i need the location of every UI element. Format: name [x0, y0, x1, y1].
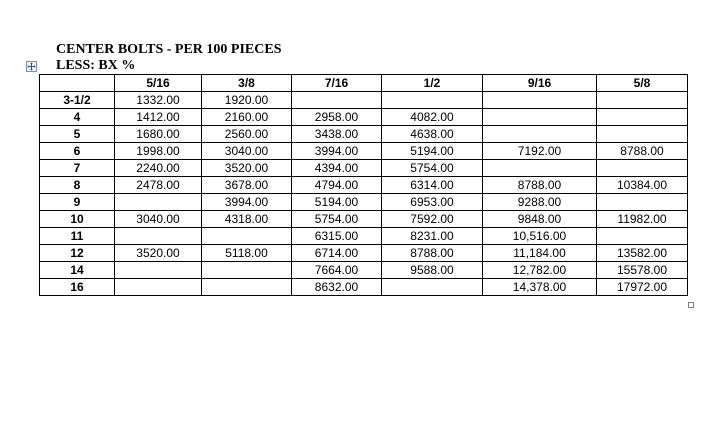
- table-row: [40, 194, 688, 211]
- table-row: [40, 177, 688, 194]
- table-cell[interactable]: 8788.00: [382, 245, 483, 262]
- table-row: [40, 245, 688, 262]
- table-row: [40, 160, 688, 177]
- header-row: [40, 75, 688, 92]
- table-cell[interactable]: 7664.00: [292, 262, 382, 279]
- column-header[interactable]: 3/8: [202, 75, 292, 92]
- column-header[interactable]: 1/2: [382, 75, 483, 92]
- table-cell[interactable]: [382, 92, 483, 109]
- table-cell[interactable]: 3520.00: [115, 245, 202, 262]
- table-cell[interactable]: [597, 194, 688, 211]
- table-cell[interactable]: 7592.00: [382, 211, 483, 228]
- table-cell[interactable]: 2160.00: [202, 109, 292, 126]
- table-cell[interactable]: 15578.00: [597, 262, 688, 279]
- table-row: [40, 279, 688, 296]
- table-cell[interactable]: [115, 279, 202, 296]
- row-label[interactable]: 12: [40, 245, 115, 262]
- row-label[interactable]: 16: [40, 279, 115, 296]
- table-cell[interactable]: 5754.00: [292, 211, 382, 228]
- table-cell[interactable]: 8632.00: [292, 279, 382, 296]
- table-cell[interactable]: 6315.00: [292, 228, 382, 245]
- table-cell[interactable]: 5118.00: [202, 245, 292, 262]
- table-cell[interactable]: [597, 228, 688, 245]
- table-cell[interactable]: 5754.00: [382, 160, 483, 177]
- table-cell[interactable]: 8788.00: [483, 177, 597, 194]
- table-cell[interactable]: 7192.00: [483, 143, 597, 160]
- row-label[interactable]: 3-1/2: [40, 92, 115, 109]
- table-row: [40, 143, 688, 160]
- row-label[interactable]: 8: [40, 177, 115, 194]
- table-cell[interactable]: 4794.00: [292, 177, 382, 194]
- table-cell[interactable]: 13582.00: [597, 245, 688, 262]
- table-cell[interactable]: 4394.00: [292, 160, 382, 177]
- table-row: [40, 211, 688, 228]
- table-cell[interactable]: 6714.00: [292, 245, 382, 262]
- table-cell[interactable]: 2958.00: [292, 109, 382, 126]
- table-cell[interactable]: 3040.00: [202, 143, 292, 160]
- table-cell[interactable]: [202, 228, 292, 245]
- table-row: [40, 92, 688, 109]
- table-cell[interactable]: [382, 279, 483, 296]
- table-cell[interactable]: [115, 262, 202, 279]
- table-cell[interactable]: [597, 92, 688, 109]
- table-cell[interactable]: 4318.00: [202, 211, 292, 228]
- price-table: [39, 74, 688, 296]
- table-cell[interactable]: [115, 194, 202, 211]
- page-title: CENTER BOLTS - PER 100 PIECES: [56, 42, 282, 57]
- table-cell[interactable]: 11982.00: [597, 211, 688, 228]
- column-header[interactable]: 5/8: [597, 75, 688, 92]
- table-row: [40, 109, 688, 126]
- table-cell[interactable]: 3520.00: [202, 160, 292, 177]
- table-cell[interactable]: [597, 126, 688, 143]
- table-cell[interactable]: 14,378.00: [483, 279, 597, 296]
- table-cell[interactable]: [483, 92, 597, 109]
- column-header[interactable]: 5/16: [115, 75, 202, 92]
- table-cell[interactable]: 1412.00: [115, 109, 202, 126]
- row-label[interactable]: 10: [40, 211, 115, 228]
- table-cell[interactable]: 2240.00: [115, 160, 202, 177]
- table-cell[interactable]: [292, 92, 382, 109]
- table-resize-handle[interactable]: [688, 302, 694, 308]
- table-cell[interactable]: 6953.00: [382, 194, 483, 211]
- row-label[interactable]: 7: [40, 160, 115, 177]
- table-cell[interactable]: 17972.00: [597, 279, 688, 296]
- row-label[interactable]: 5: [40, 126, 115, 143]
- table-row: [40, 262, 688, 279]
- row-label[interactable]: 4: [40, 109, 115, 126]
- table-cell[interactable]: 8788.00: [597, 143, 688, 160]
- table-cell[interactable]: 3994.00: [202, 194, 292, 211]
- column-header[interactable]: 9/16: [483, 75, 597, 92]
- table-cell[interactable]: [597, 160, 688, 177]
- table-cell[interactable]: [483, 126, 597, 143]
- row-label[interactable]: 14: [40, 262, 115, 279]
- table-cell[interactable]: 5194.00: [292, 194, 382, 211]
- table-cell[interactable]: 1920.00: [202, 92, 292, 109]
- table-cell[interactable]: 11,184.00: [483, 245, 597, 262]
- table-cell[interactable]: 3678.00: [202, 177, 292, 194]
- table-cell[interactable]: [483, 160, 597, 177]
- table-row: [40, 228, 688, 245]
- table-cell[interactable]: 2478.00: [115, 177, 202, 194]
- table-cell[interactable]: 2560.00: [202, 126, 292, 143]
- table-cell[interactable]: [483, 109, 597, 126]
- table-cell[interactable]: 10384.00: [597, 177, 688, 194]
- table-cell[interactable]: 8231.00: [382, 228, 483, 245]
- table-cell[interactable]: 10,516.00: [483, 228, 597, 245]
- move-arrows-icon: [27, 62, 36, 71]
- table-cell[interactable]: 4082.00: [382, 109, 483, 126]
- table-cell[interactable]: 4638.00: [382, 126, 483, 143]
- column-header[interactable]: 7/16: [292, 75, 382, 92]
- table-cell[interactable]: 1332.00: [115, 92, 202, 109]
- table-cell[interactable]: [597, 109, 688, 126]
- row-label[interactable]: 6: [40, 143, 115, 160]
- row-label[interactable]: 9: [40, 194, 115, 211]
- table-move-handle[interactable]: [26, 61, 37, 72]
- table-cell[interactable]: 5194.00: [382, 143, 483, 160]
- table-cell[interactable]: [202, 262, 292, 279]
- table-cell[interactable]: 9288.00: [483, 194, 597, 211]
- table-cell[interactable]: 6314.00: [382, 177, 483, 194]
- table-cell[interactable]: 9848.00: [483, 211, 597, 228]
- table-cell[interactable]: 3438.00: [292, 126, 382, 143]
- table-row: [40, 126, 688, 143]
- discount-line: LESS: BX %: [56, 58, 136, 73]
- table-cell[interactable]: 1680.00: [115, 126, 202, 143]
- row-label[interactable]: 11: [40, 228, 115, 245]
- table-cell[interactable]: 1998.00: [115, 143, 202, 160]
- table-cell[interactable]: [115, 228, 202, 245]
- table-cell[interactable]: 9588.00: [382, 262, 483, 279]
- table-cell[interactable]: [202, 279, 292, 296]
- table-cell[interactable]: 3040.00: [115, 211, 202, 228]
- table-cell[interactable]: 12,782.00: [483, 262, 597, 279]
- table-cell[interactable]: 3994.00: [292, 143, 382, 160]
- corner-cell[interactable]: [40, 75, 115, 92]
